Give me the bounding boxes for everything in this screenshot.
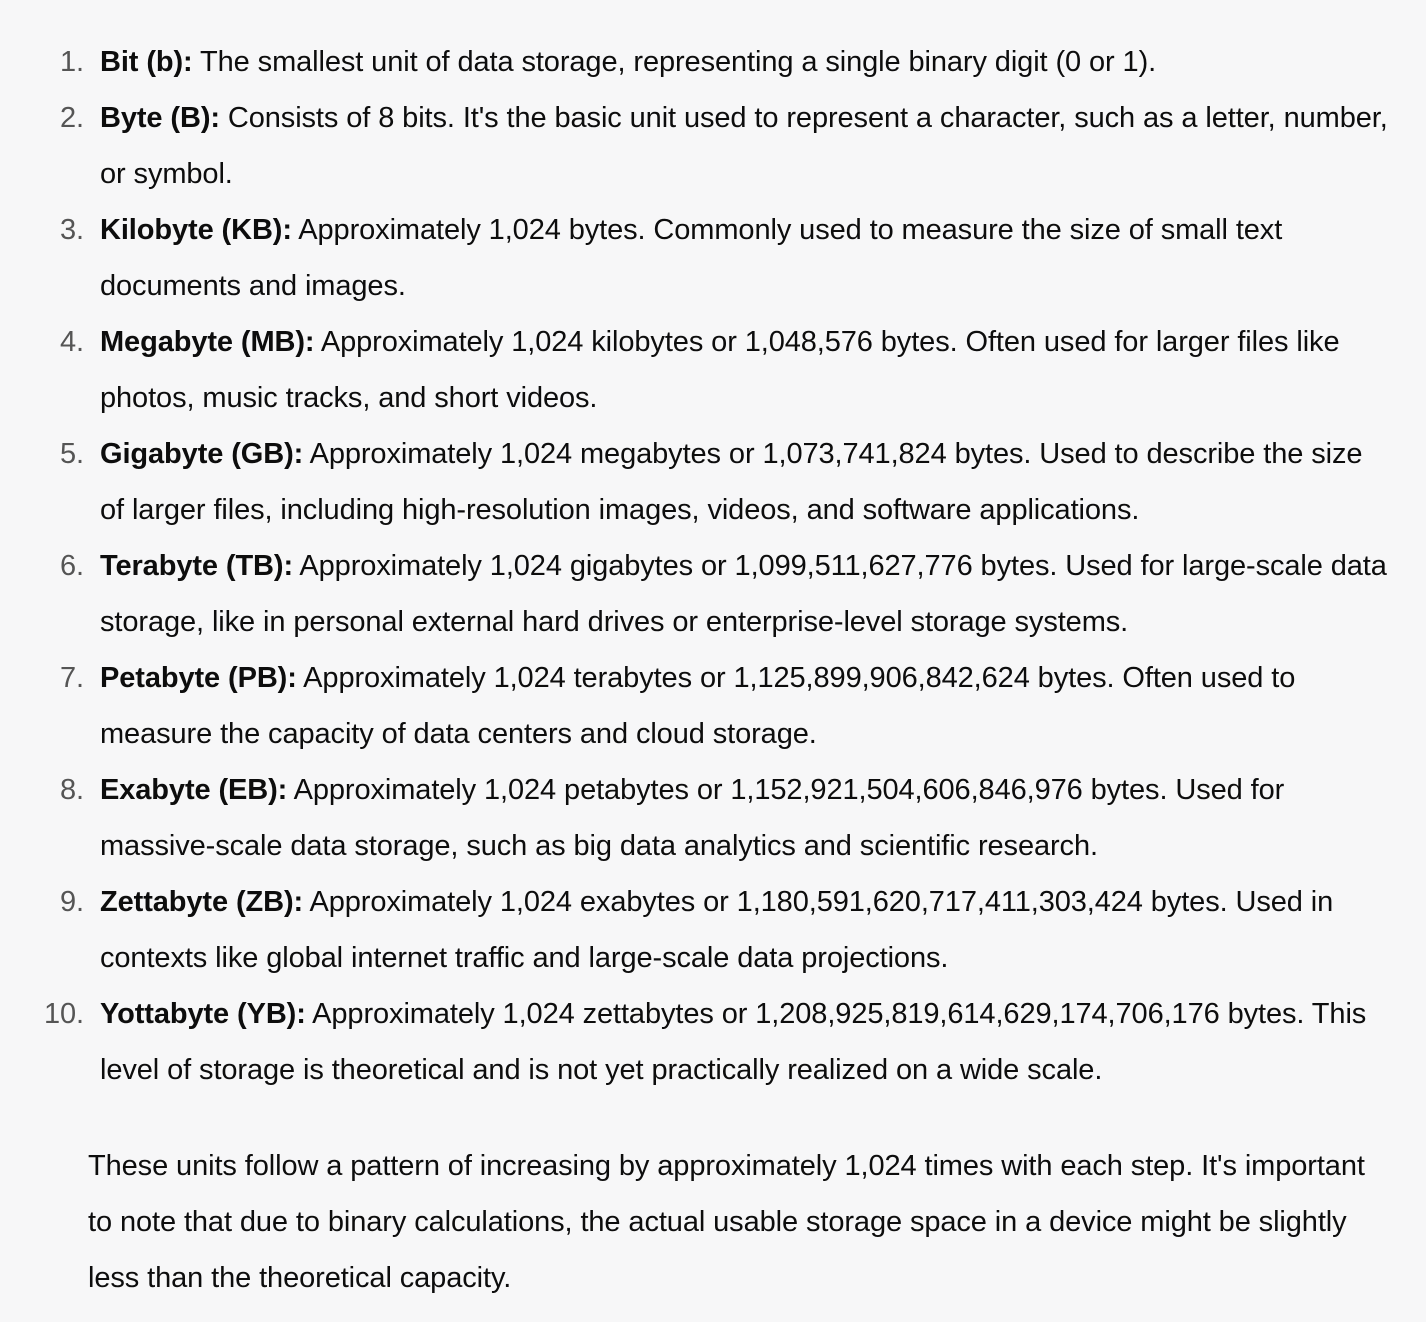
list-item [0, 762, 1426, 874]
list-item [0, 650, 1426, 762]
list-item-term: Kilobyte (KB): [100, 214, 292, 246]
list-item-number: 4. [60, 326, 84, 358]
list-item-description: The smallest unit of data storage, representing a single binary digit (0 or 1). [192, 46, 1157, 78]
list-item-term: Terabyte (TB): [100, 550, 294, 582]
list-item [0, 538, 1426, 650]
list-item [0, 874, 1426, 986]
list-item-description: Approximately 1,024 exabytes or 1,180,591,620,717,411,303,424 bytes. Used in contexts like global internet traffic and large-scale data projections. [100, 886, 1334, 974]
list-item-description: Approximately 1,024 kilobytes or 1,048,576 bytes. Often used for larger files like photos, music tracks, and short videos. [100, 326, 1340, 414]
list-item-number: 6. [60, 550, 84, 582]
list-item-description: Approximately 1,024 petabytes or 1,152,921,504,606,846,976 bytes. Used for massive-scale data storage, such as big data analytics and scientific research. [100, 774, 1285, 862]
list-item [0, 90, 1426, 202]
list-item-term: Zettabyte (ZB): [100, 886, 304, 918]
list-item-number: 7. [60, 662, 84, 694]
list-item-number: 9. [60, 886, 84, 918]
list-item-number: 1. [60, 46, 84, 78]
list-item-term: Gigabyte (GB): [100, 438, 304, 470]
list-item-term: Yottabyte (YB): [100, 998, 306, 1030]
list-item-description: Approximately 1,024 gigabytes or 1,099,511,627,776 bytes. Used for large-scale data storage, like in personal external hard drives or enterprise-level storage systems. [100, 550, 1387, 638]
list-item-description: Approximately 1,024 zettabytes or 1,208,925,819,614,629,174,706,176 bytes. This level of storage is theoretical and is not yet practically realized on a wide scale. [100, 998, 1367, 1086]
list-item-term: Petabyte (PB): [100, 662, 297, 694]
summary-paragraph: These units follow a pattern of increasing by approximately 1,024 times with each step. It's important to note that due to binary calculations, the actual usable storage space in a device might be slightly less than the theoretical capacity. [88, 1150, 1365, 1294]
list-item-term: Byte (B): [100, 102, 220, 134]
storage-units-list [0, 34, 1426, 1098]
list-item [0, 314, 1426, 426]
list-item-number: 3. [60, 214, 84, 246]
list-item-description: Approximately 1,024 bytes. Commonly used to measure the size of small text documents and images. [100, 214, 1283, 302]
list-item-term: Bit (b): [100, 46, 193, 78]
list-item-number: 10. [43, 998, 84, 1030]
list-item [0, 986, 1426, 1098]
list-item-description: Approximately 1,024 terabytes or 1,125,899,906,842,624 bytes. Often used to measure the capacity of data centers and cloud storage. [100, 662, 1296, 750]
list-item-number: 5. [60, 438, 84, 470]
list-item-description: Approximately 1,024 megabytes or 1,073,741,824 bytes. Used to describe the size of larger files, including high-resolution images, videos, and software applications. [100, 438, 1363, 526]
list-item-term: Megabyte (MB): [100, 326, 315, 358]
list-item-description: Consists of 8 bits. It's the basic unit used to represent a character, such as a letter, number, or symbol. [100, 102, 1388, 190]
list-item-term: Exabyte (EB): [100, 774, 288, 806]
list-item [0, 34, 1426, 90]
list-item [0, 426, 1426, 538]
list-item [0, 202, 1426, 314]
list-item-number: 2. [60, 102, 84, 134]
list-item-number: 8. [60, 774, 84, 806]
